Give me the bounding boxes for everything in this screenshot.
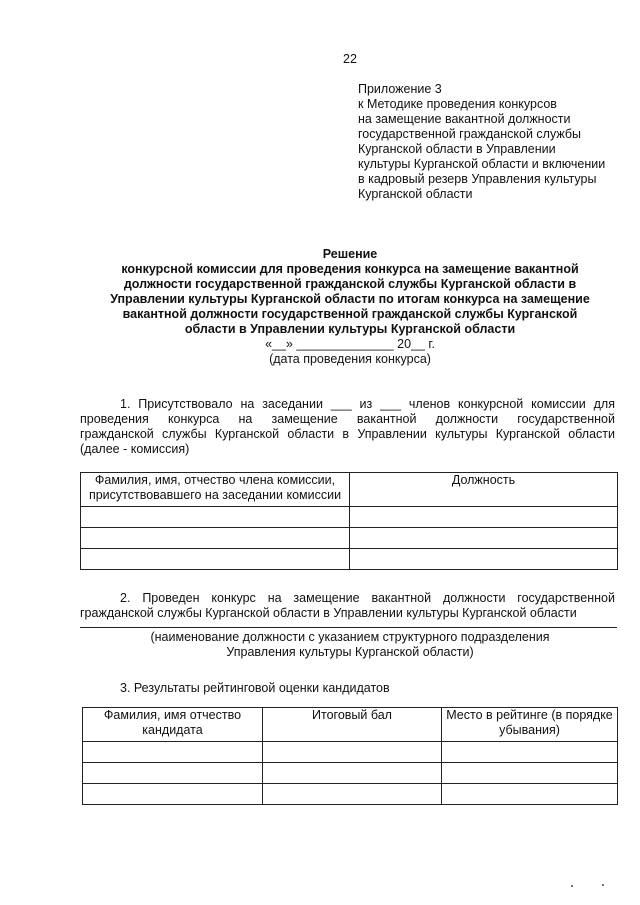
position-caption-line: Управления культуры Курганской области) (226, 645, 474, 659)
appendix-line: культуры Курганской области и включении (358, 157, 606, 171)
appendix-line: Приложение 3 (358, 82, 442, 96)
decision-title (80, 247, 620, 337)
column-header-member-name: Фамилия, имя, отчество члена комиссии, присутствовавшего на заседании комиссии (81, 473, 350, 507)
position-caption-line: (наименование должности с указанием структурного подразделения (150, 630, 550, 644)
table-cell (442, 763, 618, 784)
table-row (81, 507, 618, 528)
table-cell (350, 549, 618, 570)
appendix-line: к Методике проведения конкурсов (358, 97, 557, 111)
table-cell (263, 763, 442, 784)
section2-line: гражданской службы Курганской области в Управлении культуры Курганской области (80, 606, 577, 620)
column-header-candidate-name: Фамилия, имя отчество кандидата (83, 708, 263, 742)
table-row (83, 784, 618, 805)
column-header-rating-place: Место в рейтинге (в порядке убывания) (442, 708, 618, 742)
table-header-row (81, 473, 618, 507)
table-cell (350, 528, 618, 549)
decision-date-caption: (дата проведения конкурса) (269, 352, 431, 366)
decision-title-line: конкурсной комиссии для проведения конкурса на замещение вакантной (121, 262, 579, 276)
decision-date-line: «__» ______________ 20__ г. (265, 337, 435, 351)
appendix-reference (358, 82, 628, 202)
decision-title-line: должности государственной гражданской службы Курганской области в (123, 277, 577, 291)
section1-line: проведения конкурса на замещение вакантной должности государственной (80, 412, 615, 426)
table-cell (263, 784, 442, 805)
section2-text (80, 591, 615, 621)
appendix-line: государственной гражданской службы (358, 127, 581, 141)
appendix-line: Курганской области в Управлении (358, 142, 556, 156)
candidate-rating-table (82, 707, 618, 805)
table-header-row (83, 708, 618, 742)
section1-line: 1. Присутствовало на заседании ___ из ___ членов конкурсной комиссии для (120, 397, 615, 411)
column-header-position: Должность (350, 473, 618, 507)
appendix-line: Курганской области (358, 187, 473, 201)
table-cell (83, 763, 263, 784)
section1-text (80, 397, 615, 457)
appendix-line: в кадровый резерв Управления культуры (358, 172, 597, 186)
page-number: 22 (343, 52, 357, 66)
table-cell (83, 742, 263, 763)
column-header-total-score: Итоговый бал (263, 708, 442, 742)
table-cell (81, 507, 350, 528)
table-row (81, 549, 618, 570)
position-name-underline (80, 627, 617, 628)
section1-line: гражданской службы Курганской области в Управлении культуры Курганской области (80, 427, 615, 441)
position-caption (80, 630, 620, 660)
decision-title-line: Решение (322, 247, 378, 261)
table-row (83, 763, 618, 784)
table-row (81, 528, 618, 549)
decision-title-line: Управлении культуры Курганской области по итогам конкурса на замещение (110, 292, 590, 306)
appendix-line: на замещение вакантной должности (358, 112, 571, 126)
table-cell (350, 507, 618, 528)
decision-title-line: области в Управлении культуры Курганской области (184, 322, 516, 336)
table-cell (81, 549, 350, 570)
table-cell (83, 784, 263, 805)
table-cell (442, 742, 618, 763)
scan-speck (571, 885, 573, 887)
section3-heading: 3. Результаты рейтинговой оценки кандидатов (120, 681, 390, 695)
table-cell (81, 528, 350, 549)
table-cell (442, 784, 618, 805)
scan-speck (602, 884, 604, 886)
decision-title-line: вакантной должности государственной гражданской службы Курганской (122, 307, 578, 321)
table-row (83, 742, 618, 763)
table-cell (263, 742, 442, 763)
section1-line: (далее - комиссия) (80, 442, 190, 456)
section2-line: 2. Проведен конкурс на замещение вакантной должности государственной (120, 591, 615, 605)
commission-members-table (80, 472, 618, 570)
